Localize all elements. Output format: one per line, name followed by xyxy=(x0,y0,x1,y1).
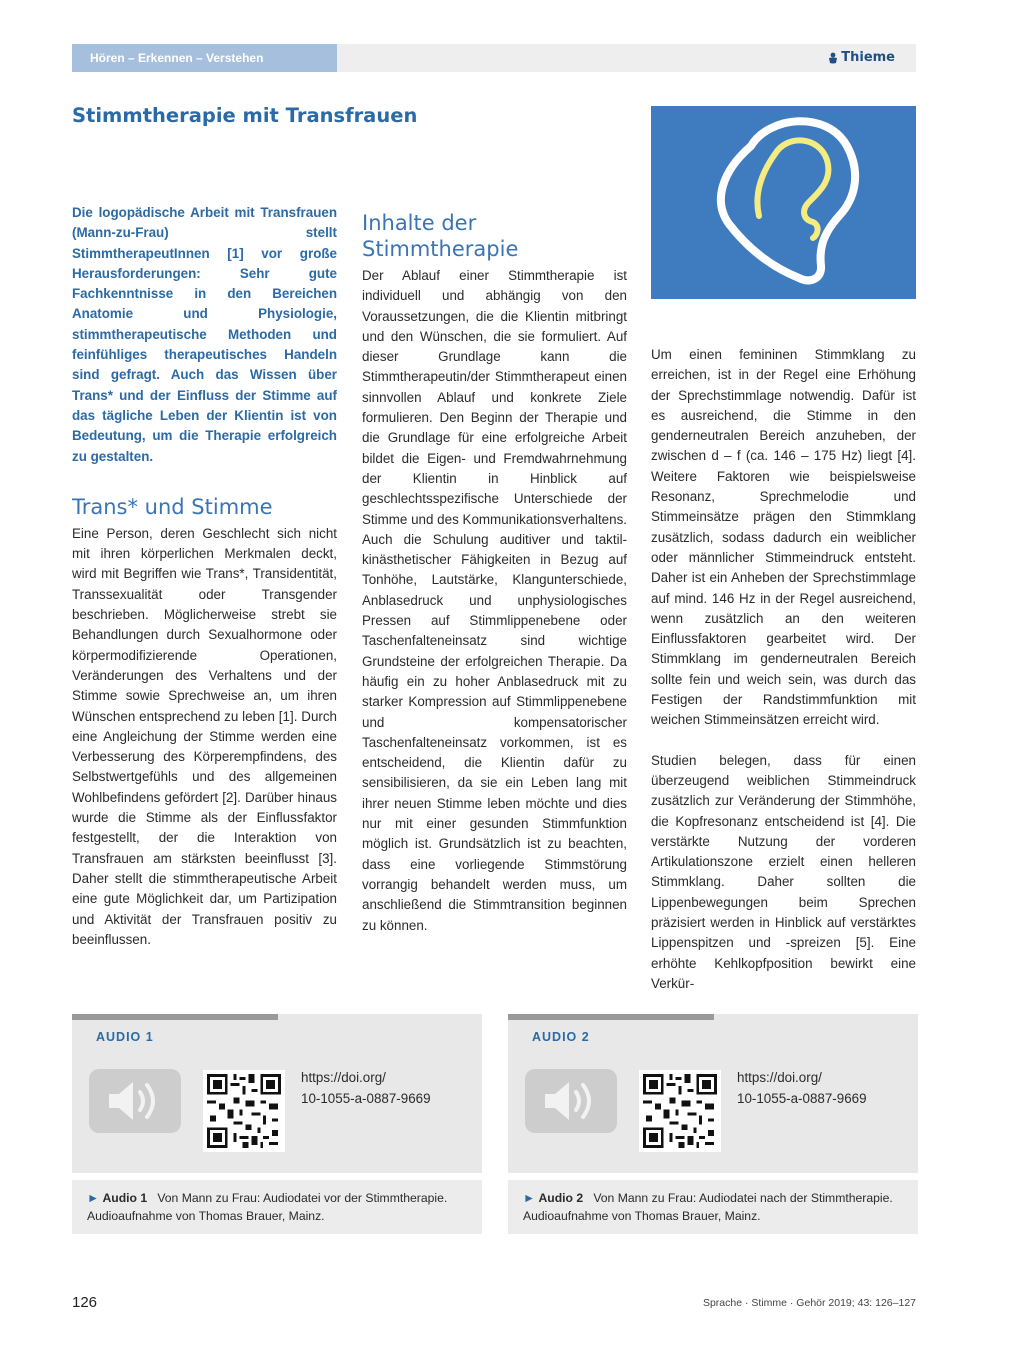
audio-title: AUDIO 1 xyxy=(96,1030,154,1044)
doi-line-2: 10-1055-a-0887-9669 xyxy=(737,1090,867,1106)
journal-citation: Sprache · Stimme · Gehör 2019; 43: 126–127 xyxy=(702,1297,916,1309)
ear-icon xyxy=(651,106,916,299)
column-1 xyxy=(72,203,337,950)
audio-box-1 xyxy=(72,1014,482,1173)
play-audio-button[interactable] xyxy=(89,1069,181,1133)
section-tag: Hören – Erkennen – Verstehen xyxy=(72,44,337,72)
caption-text: Von Mann zu Frau: Audiodatei nach der Stimmtherapie. Audioaufnahme von Thomas Brauer, Mainz. xyxy=(523,1191,893,1223)
col3-paragraph-2: Studien belegen, dass für einen überzeugend weiblichen Stimmeindruck zusätzlich zur Veränderung der Stimmhöhe, die Kopfresonanz entscheidend ist [4]. Die verstärkte Nutzung der vorderen Artikulationszone erzielt einen helleren Stimmklang. Daher sollten die Lippenbewegungen beim Sprechen präzisiert werden in Hinblick auf verstärktes Lippenspitzen und -spreizen [5]. Eine erhöhte Kehlkopfposition bewirkt eine Verkür- xyxy=(651,752,916,991)
speaker-icon xyxy=(525,1069,617,1133)
qr-code[interactable] xyxy=(639,1070,721,1152)
column-2 xyxy=(362,210,627,936)
column-3 xyxy=(651,345,916,994)
ear-illustration xyxy=(651,106,916,299)
qr-code[interactable] xyxy=(203,1070,285,1152)
thieme-logo-icon xyxy=(828,52,838,64)
audio-box-bar xyxy=(72,1014,278,1020)
audio-caption-1 xyxy=(72,1180,482,1234)
article-title: Stimmtherapie mit Transfrauen xyxy=(72,104,418,127)
doi-line-1: https://doi.org/ xyxy=(301,1070,386,1085)
audio-title: AUDIO 2 xyxy=(532,1030,590,1044)
audio-caption-2 xyxy=(508,1180,918,1234)
audio-doi-link[interactable] xyxy=(301,1068,431,1109)
doi-line-1: https://doi.org/ xyxy=(737,1070,822,1085)
caption-label: Audio 1 xyxy=(102,1191,148,1205)
publisher-name: Thieme xyxy=(841,50,895,65)
lead-paragraph: Die logopädische Arbeit mit Transfrauen (Mann-zu-Frau) stellt StimmtherapeutInnen [1] vor große Herausforderungen: Sehr gute Fachkenntnisse in den Bereichen Anatomie und Physiologie, stimmtherapeutische Methoden und feinfühliges therapeutisches Handeln sind gefragt. Auch das Wissen über Trans* und der Einfluss der Stimme auf das tägliche Leben der Klientin ist von Bedeutung, um die Therapie erfolgreich zu gestalten. xyxy=(72,205,337,464)
caption-label: Audio 2 xyxy=(538,1191,584,1205)
qr-code-icon xyxy=(643,1074,717,1148)
section-trans-text: Eine Person, deren Geschlecht sich nicht mit ihren körperlichen Merkmalen deckt, wird mit Begriffen wie Trans*, Transidentität, Transsexualität oder Transgender beschrieben. Möglicherweise strebt sie Behandlungen durch Sexualhormone oder körpermodifizierende Operationen, Veränderungen des Verhaltens und der Stimme sowie Sprechweise an, um ihren Wünschen entsprechend zu leben [1]. Durch eine Angleichung der Stimme werden eine Verbesserung des Körperempfindens, des Selbstwertgefühls und des allgemeinen Wohlbefindens gefördert [2]. Darüber hinaus wurde die Stimme als der Einflussfaktor festgestellt, der die Interaktion von Transfrauen am stärksten beeinflusst [3]. Daher stellt die stimmtherapeutische Arbeit eine gute Möglichkeit dar, um Partizipation und Aktivität der Transfrauen positiv zu beeinflussen. xyxy=(72,525,337,947)
audio-box-2 xyxy=(508,1014,918,1173)
caption-arrow-icon: ► xyxy=(523,1191,536,1205)
audio-box-bar xyxy=(508,1014,714,1020)
speaker-icon xyxy=(89,1069,181,1133)
publisher-logo xyxy=(828,44,895,72)
section-inhalte-text: Der Ablauf einer Stimmtherapie ist individuell und abhängig von den Voraussetzungen, die die Klientin mitbringt und den Wünschen, die sie formuliert. Auf dieser Grundlage kann die Stimmtherapeutin/der Stimmtherapeut einen sinnvollen Ablauf und konkrete Ziele formulieren. Den Beginn der Therapie und die Grundlage für eine erfolgreiche Arbeit bildet die Eigen- und Fremdwahrnehmung der Klientin in Hinblick auf geschlechtsspezifische Unterschiede der Stimme und des Kommunikationsverhaltens. Auch die Schulung auditiver und taktil-kinästhetischer Fähigkeiten in Bezug auf Tonhöhe, Lautstärke, Klangunterschiede, Anblasedruck und unphysiologisches Pressen auf Stimmlippenebene oder Taschenfalteneinsatz sind wichtige Grundsteine der erfolgreichen Therapie. Da häufig ein zu hoher Anblasedruck mit zu starker Kompression auf Stimmlippenebene und kompensatorischer Taschenfalteneinsatz vorkommen, ist es entscheidend, die Klientin dafür zu sensibilisieren, da sie ein Leben lang mit ihrer neuen Stimme leben möchte und dies nur mit einer gesunden Stimmfunktion möglich ist. Grundsätzlich ist zu beachten, dass eine vorliegende Stimmstörung vorrangig behandelt werden muss, um anschließend die Stimmtransition beginnen zu können. xyxy=(362,268,627,933)
col3-paragraph-1: Um einen femininen Stimmklang zu erreichen, ist in der Regel eine Erhöhung der Sprechstimmlage notwendig. Dafür ist es ausreichend, die Stimme in den genderneutralen Bereich anzuheben, der zwischen d – f (ca. 146 – 175 Hz) liegt [4]. Weitere Faktoren wie beispielsweise Resonanz, Sprechmelodie und Stimmeinsätze prägen den Stimmklang zusätzlich, sodass dadurch ein weiblicher oder männlicher Stimmeindruck entsteht. Daher ist ein Anheben der Sprechstimmlage auf mind. 146 Hz in der Regel ausreichend, wenn zusätzlich an den weiteren Einflussfaktoren gearbeitet wird. Der Stimmklang im genderneutralen Bereich sollte fein und weich sein, was durch das Festigen der Randstimmfunktion mit weichen Stimmeinsätzen erreicht wird. xyxy=(651,347,916,728)
qr-code-icon xyxy=(207,1074,281,1148)
caption-text: Von Mann zu Frau: Audiodatei vor der Stimmtherapie. Audioaufnahme von Thomas Brauer, Mainz. xyxy=(87,1191,448,1223)
caption-arrow-icon: ► xyxy=(87,1191,100,1205)
play-audio-button[interactable] xyxy=(525,1069,617,1133)
section-heading-trans: Trans* und Stimme xyxy=(72,494,273,519)
audio-doi-link[interactable] xyxy=(737,1068,867,1109)
doi-line-2: 10-1055-a-0887-9669 xyxy=(301,1090,431,1106)
page-number: 126 xyxy=(72,1294,98,1311)
section-heading-inhalte: Inhalte der Stimmtherapie xyxy=(362,211,519,261)
